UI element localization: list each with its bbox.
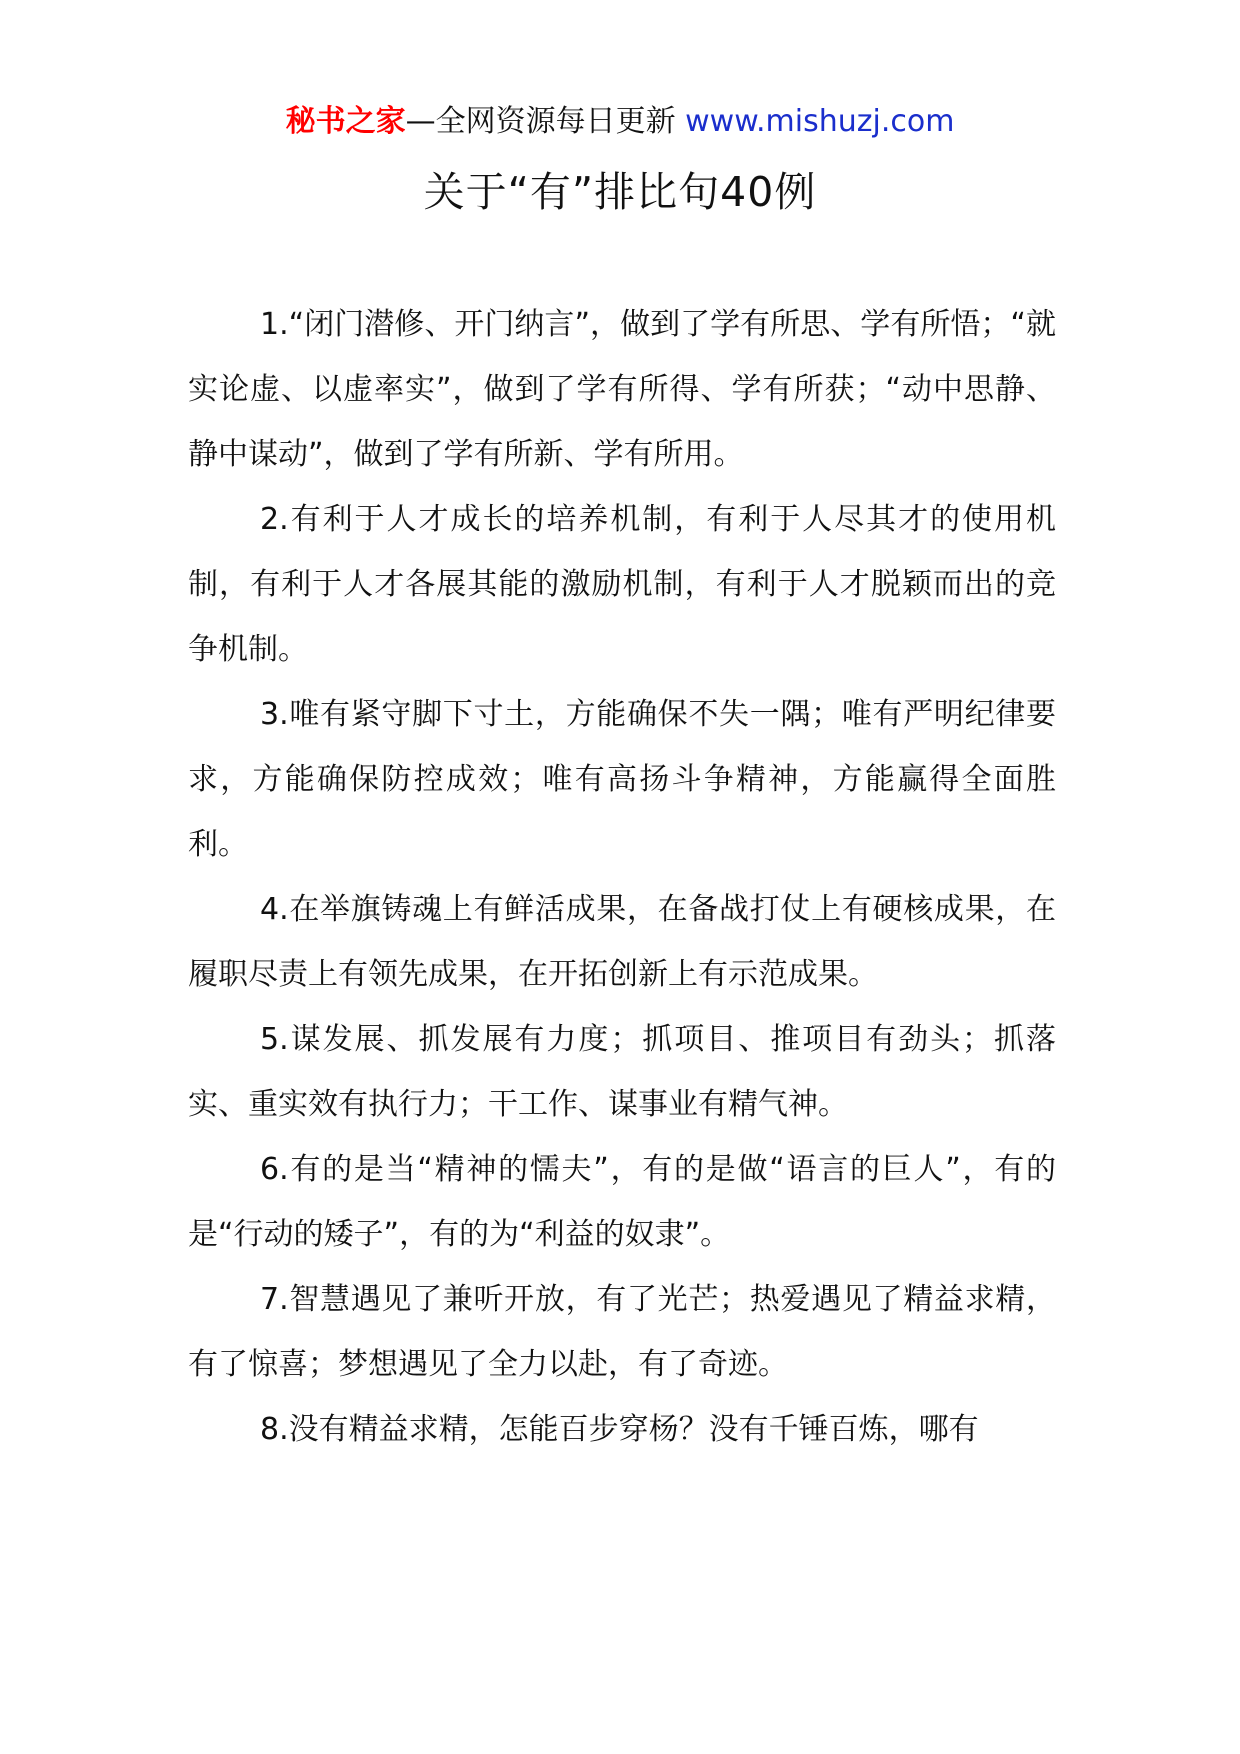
paragraph-1: 1.“闭门潜修、开门纳言”，做到了学有所思、学有所悟；“就实论虚、以虚率实”，做到了学有所得、学有所获；“动中思静、静中谋动”，做到了学有所新、学有所用。 (188, 307, 1056, 472)
paragraph-6: 6.有的是当“精神的懦夫”，有的是做“语言的巨人”，有的是“行动的矮子”，有的为“利益的奴隶”。 (188, 1152, 1056, 1252)
site-header (0, 100, 1240, 144)
paragraph-8: 8.没有精益求精，怎能百步穿杨？没有千锤百炼，哪有 (260, 1412, 979, 1447)
header-tagline: —全网资源每日更新 (405, 104, 686, 139)
paragraph-4: 4.在举旗铸魂上有鲜活成果，在备战打仗上有硬核成果，在履职尽责上有领先成果，在开拓创新上有示范成果。 (188, 892, 1056, 992)
paragraph-2: 2.有利于人才成长的培养机制，有利于人尽其才的使用机制，有利于人才各展其能的激励机制，有利于人才脱颖而出的竞争机制。 (188, 502, 1056, 667)
brand-name: 秘书之家 (285, 104, 406, 139)
paragraph-7: 7.智慧遇见了兼听开放，有了光芒；热爱遇见了精益求精，有了惊喜；梦想遇见了全力以赴，有了奇迹。 (188, 1282, 1056, 1382)
site-url-link[interactable]: www.mishuzj.com (685, 104, 955, 139)
paragraph-5: 5.谋发展、抓发展有力度；抓项目、推项目有劲头；抓落实、重实效有执行力；干工作、谋事业有精气神。 (188, 1022, 1056, 1122)
paragraph-3: 3.唯有紧守脚下寸土，方能确保不失一隅；唯有严明纪律要求，方能确保防控成效；唯有高扬斗争精神，方能赢得全面胜利。 (188, 697, 1056, 862)
document-body (188, 292, 1056, 1462)
document-title: 关于“有”排比句40例 (423, 168, 817, 216)
